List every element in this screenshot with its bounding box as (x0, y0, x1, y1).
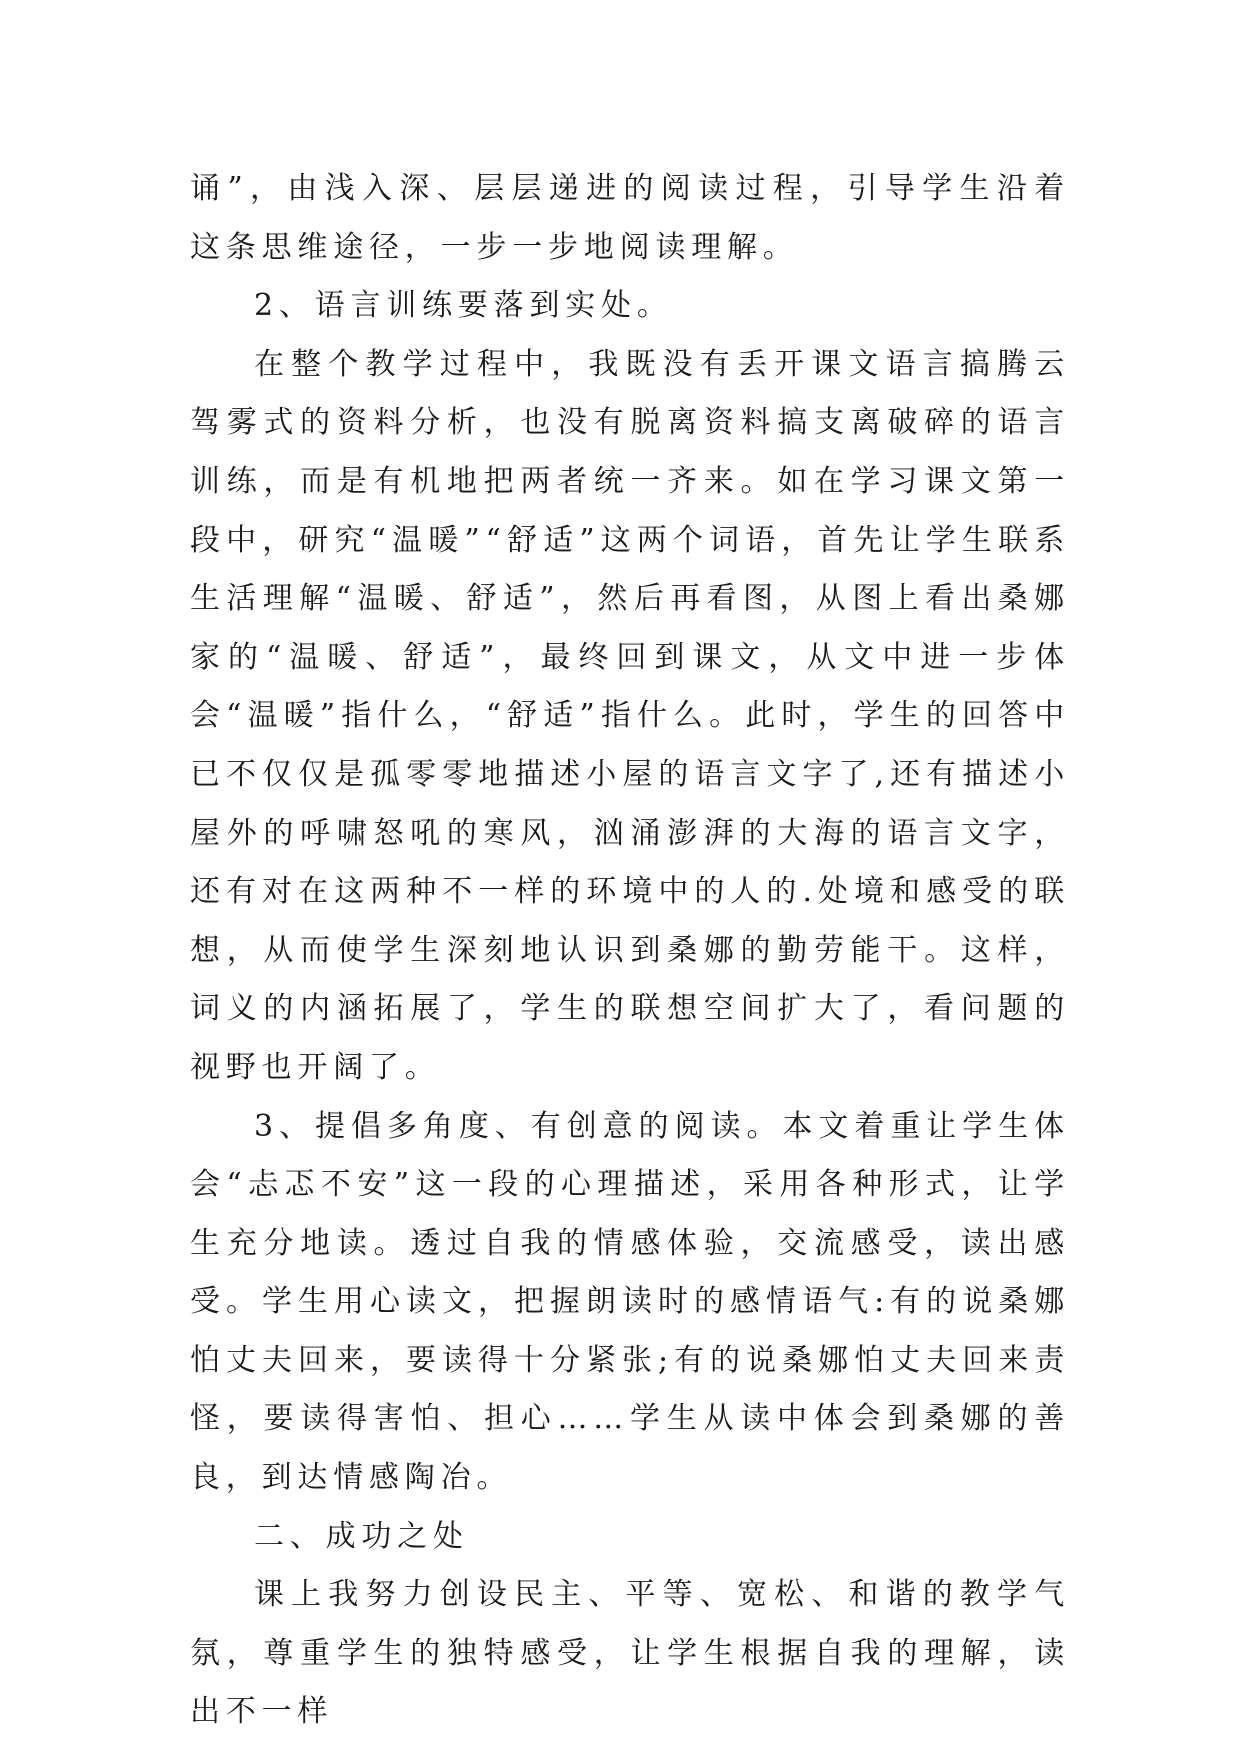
paragraph-point-2-heading: 2、语言训练要落到实处。 (254, 288, 673, 324)
paragraph-point-3: 3、提倡多角度、有创意的阅读。本文着重让学生体会“忐忑不安”这一段的心理描述，采用各种形式，让学生充分地读。透过自我的情感体验，交流感受，读出感受。学生用心读文，把握朗读时的感情语气:有的说桑娜怕丈夫回来，要读得十分紧张;有的说桑娜怕丈夫回来责怪，要读得害怕、担心……学生从读中体会到桑娜的善良，到达情感陶冶。 (190, 1108, 1070, 1496)
body-text (190, 160, 1070, 1742)
paragraph-language-training: 在整个教学过程中，我既没有丢开课文语言搞腾云驾雾式的资料分析，也没有脱离资料搞支离破碎的语言训练，而是有机地把两者统一齐来。如在学习课文第一段中，研究“温暖”“舒适”这两个词语，首先让学生联系生活理解“温暖、舒适”，然后再看图，从图上看出桑娜家的“温暖、舒适”，最终回到课文，从文中进一步体会“温暖”指什么，“舒适”指什么。此时，学生的回答中已不仅仅是孤零零地描述小屋的语言文字了,还有描述小屋外的呼啸怒吼的寒风，汹涌澎湃的大海的语言文字，还有对在这两种不一样的环境中的人的.处境和感受的联想，从而使学生深刻地认识到桑娜的勤劳能干。这样，词义的内涵拓展了，学生的联想空间扩大了，看问题的视野也开阔了。 (190, 346, 1070, 1085)
paragraph-successes: 课上我努力创设民主、平等、宽松、和谐的教学气氛，尊重学生的独特感受，让学生根据自我的理解，读出不一样 (190, 1577, 1070, 1730)
paragraph-continuation: 诵”，由浅入深、层层递进的阅读过程，引导学生沿着这条思维途径，一步一步地阅读理解。 (190, 171, 1070, 265)
section-heading-successes: 二、成功之处 (254, 1518, 469, 1554)
